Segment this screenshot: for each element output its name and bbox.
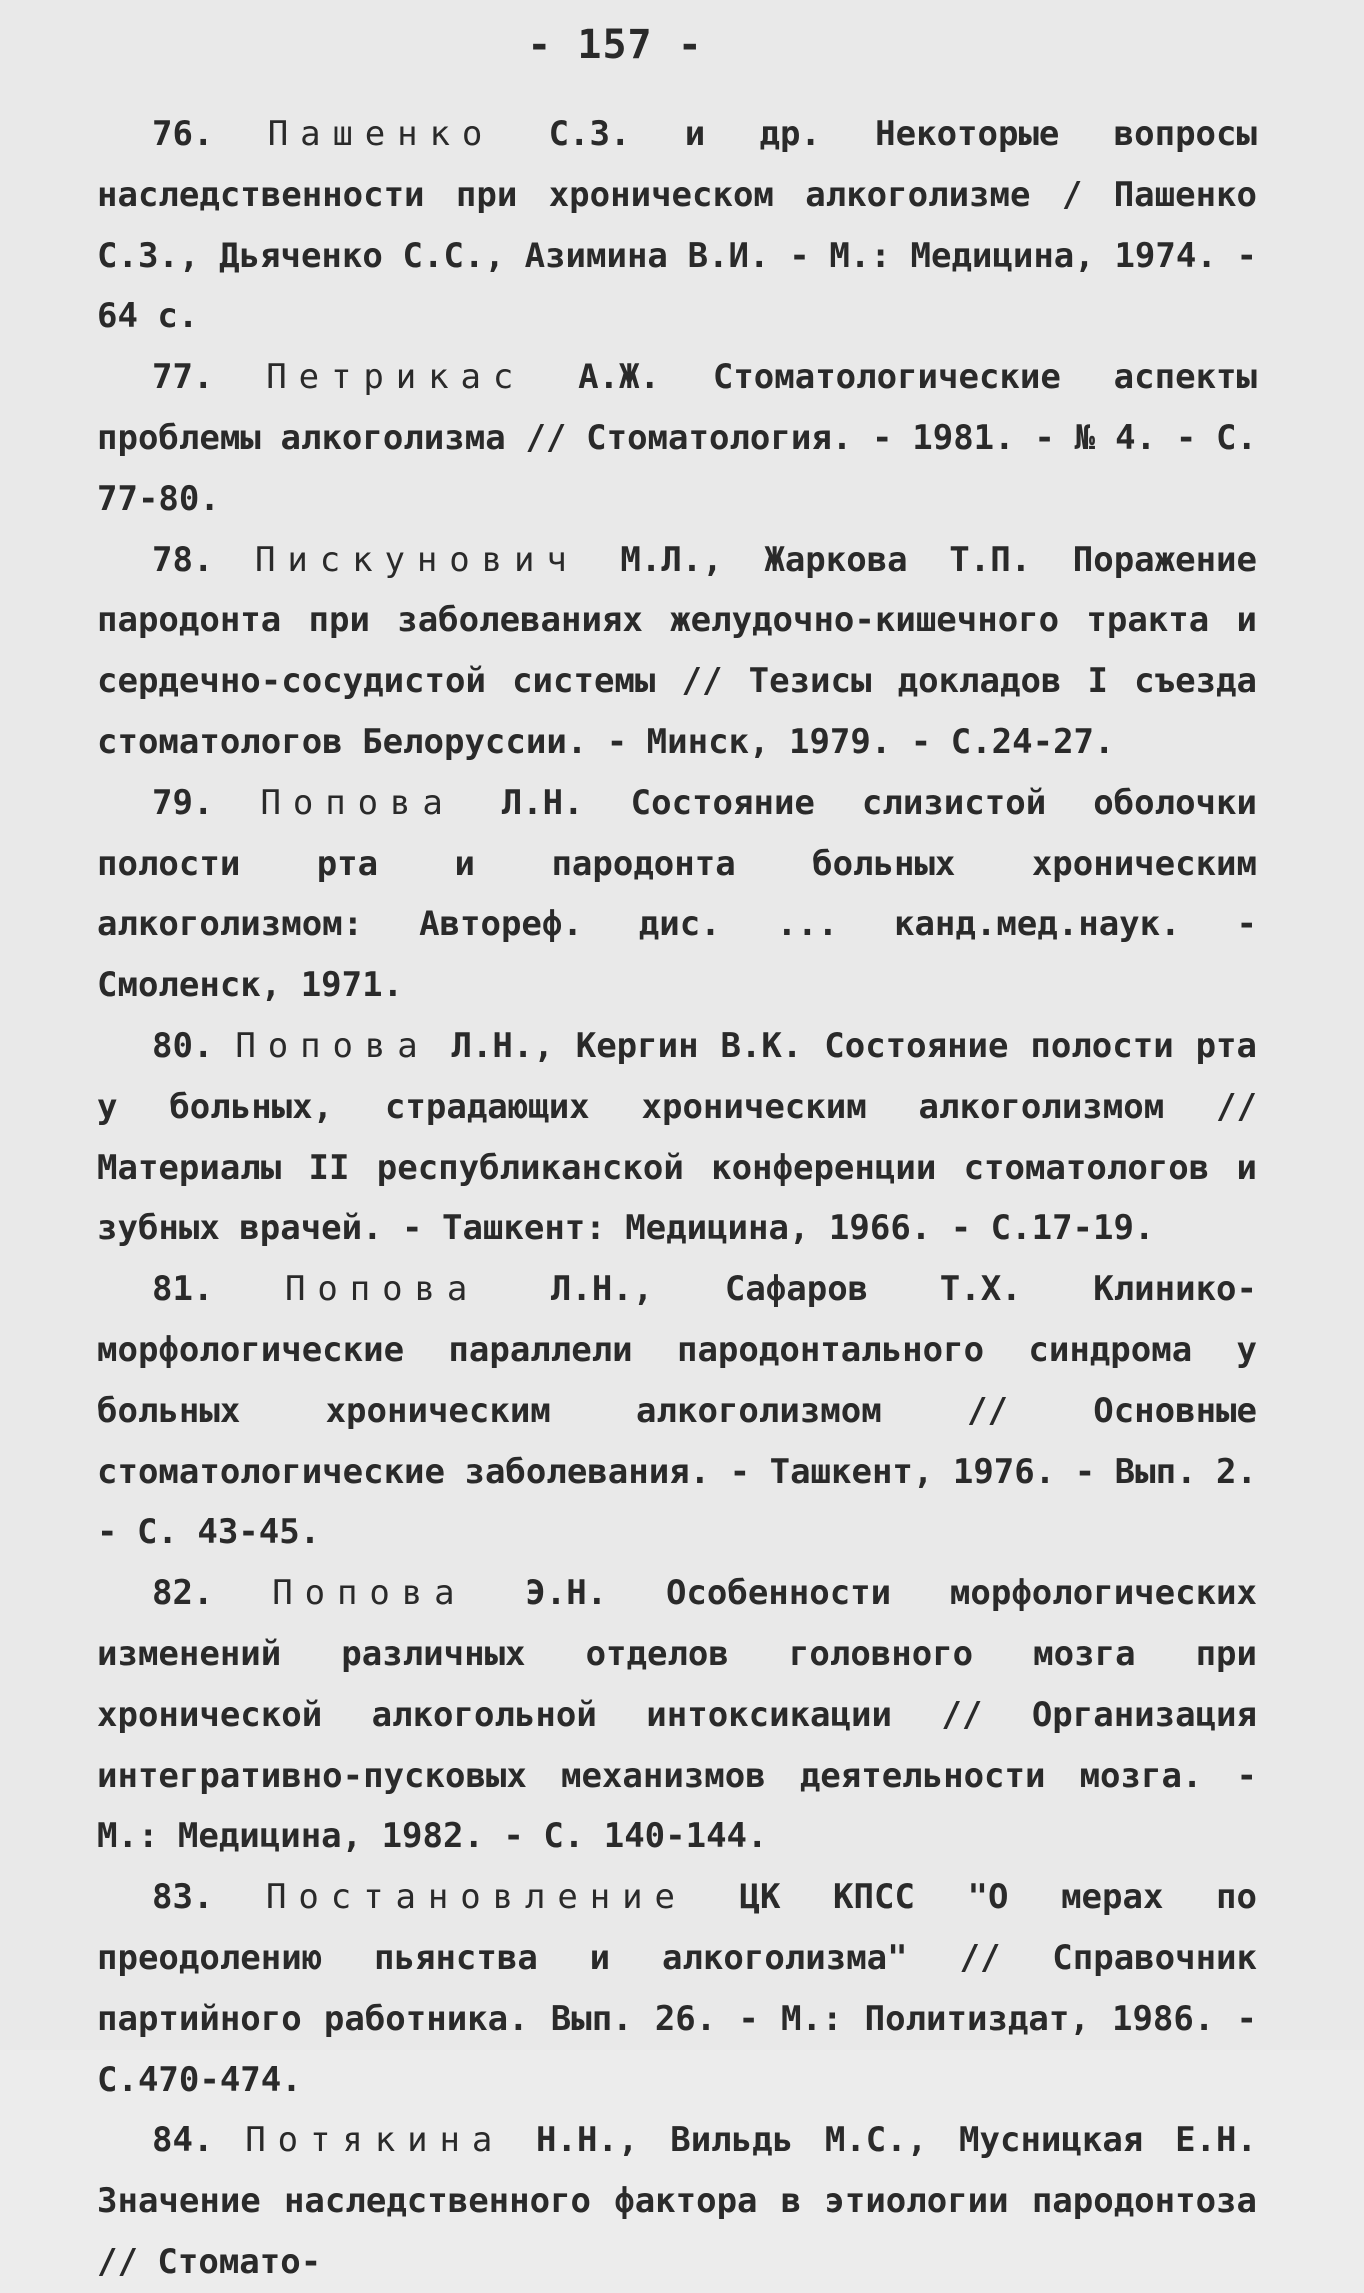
entry-text: А.Ж. Стоматологические аспекты проблемы алкоголизма // Стоматология. - 1981. - № 4. - С. 77-80. [97,357,1257,519]
entry-text: Л.Н., Кергин В.К. Состояние полости рта у больных, страдающих хроническим алкоголизмом // Материалы II республиканской конференции стоматологов и зубных врачей. - Ташкент: Медицина, 1966. - С.17-19. [97,1025,1257,1249]
bibliography-entry [97,773,1257,1016]
bibliography-entry [97,2110,1257,2292]
entry-text: С.З. и др. Некоторые вопросы наследственности при хроническом алкоголизме / Пашенко С.З., Дьяченко С.С., Азимина В.И. - М.: Медицина, 1974. - 64 с. [97,114,1257,337]
bibliography-entry [97,104,1257,347]
entry-author: Попова [260,782,455,823]
bibliography-entry [97,1867,1257,2110]
entry-number: 79. [152,782,214,823]
entry-author: Попова [235,1025,430,1066]
bibliography-entry [97,530,1257,773]
entry-author: Постановление [266,1877,687,1918]
entry-text: Л.Н. Состояние слизистой оболочки полости рта и пародонта больных хроническим алкоголизмом: Автореф. дис. ... канд.мед.наук. - Смоленск, 1971. [97,782,1257,1006]
bibliography-entry [97,1259,1257,1563]
entry-number: 78. [152,539,214,580]
entry-text: М.Л., Жаркова Т.П. Поражение пародонта при заболеваниях желудочно-кишечного тракта и сердечно-сосудистой системы // Тезисы докладов I съезда стоматологов Белоруссии. - Минск, 1979. - С.24-27. [97,539,1257,762]
entry-author: Петрикас [266,357,526,398]
entry-text: Э.Н. Особенности морфологических изменений различных отделов головного мозга при хронической алкогольной интоксикации // Организация интегративно-пусковых механизмов деятельности мозга. - М.: Медицина, 1982. - С. 140-144. [97,1573,1257,1857]
entry-number: 83. [152,1877,214,1918]
entry-number: 84. [152,2120,214,2161]
entry-text: Н.Н., Вильдь М.С., Мусницкая Е.Н. Значение наследственного фактора в этиологии пародонтоза // Стомато- [97,2120,1257,2282]
entry-text: Л.Н., Сафаров Т.Х. Клинико-морфологические параллели пародонтального синдрома у больных хроническим алкоголизмом // Основные стоматологические заболевания. - Ташкент, 1976. - Вып. 2. - С. 43-45. [97,1269,1257,1553]
entry-text: ЦК КПСС "О мерах по преодолению пьянства и алкоголизма" // Справочник партийного работника. Вып. 26. - М.: Политиздат, 1986. - С.470-474. [97,1877,1257,2100]
bibliography-list [97,104,1257,2293]
bibliography-entry [97,1016,1257,1259]
entry-author: Попова [285,1269,480,1310]
entry-author: Пискунович [255,539,579,580]
entry-number: 82. [152,1573,214,1614]
entry-number: 76. [152,114,214,154]
bibliography-entry [97,1563,1257,1867]
entry-author: Попова [272,1573,467,1614]
page-number: - 157 - [527,22,703,68]
bibliography-entry [97,347,1257,529]
entry-number: 80. [152,1025,214,1066]
entry-number: 77. [152,357,214,398]
entry-author: Пашенко [267,114,495,154]
entry-number: 81. [152,1269,214,1310]
entry-author: Потякина [245,2120,505,2161]
